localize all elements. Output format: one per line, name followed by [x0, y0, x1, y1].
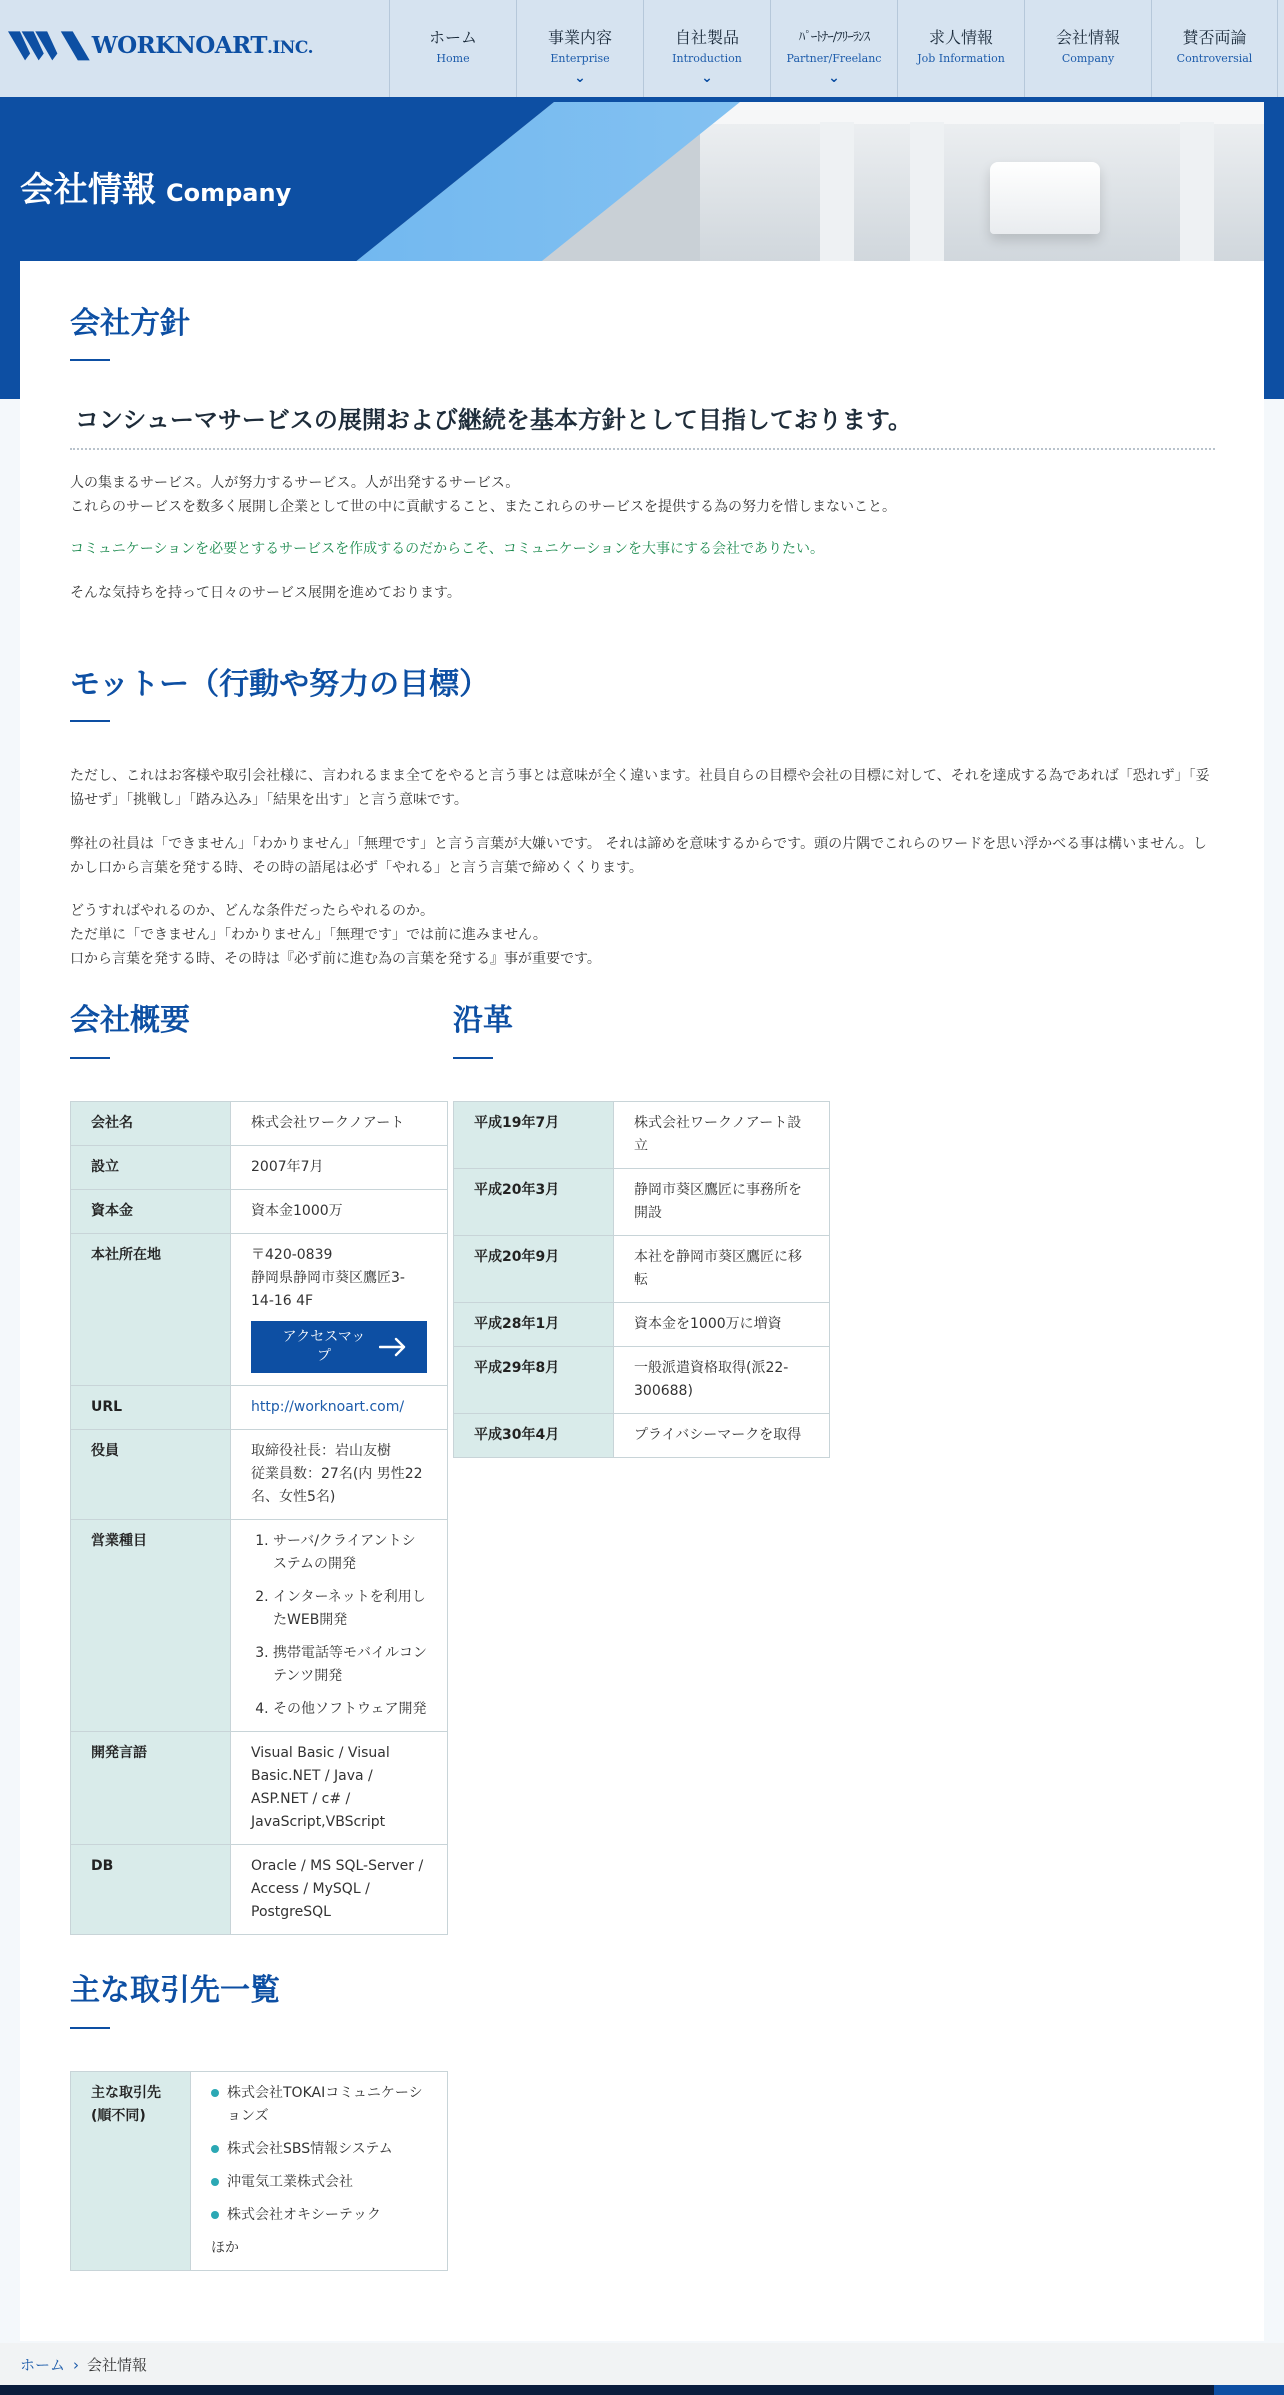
clients-etc: ほか: [211, 2240, 239, 2256]
table-row: [71, 1845, 448, 1935]
motto-heading: モットー（行動や努力の目標）: [70, 667, 490, 702]
heading-underline: [70, 720, 110, 722]
row-label: 役員: [71, 1430, 231, 1520]
nav-item-enterprise[interactable]: [516, 0, 643, 97]
history-date: 平成19年7月: [454, 1102, 614, 1169]
motto-paragraph: ただし、これはお客様や取引会社様に、言われるまま全てをやると言う事とは意味が全く違います。社員自らの目標や会社の目標に対して、それを達成する為であれば「恐れず」「妥協せず」「挑戦し」「踏み込み」「結果を出す」と言う意味です。: [70, 768, 1210, 808]
address-text: 静岡県静岡市葵区鷹匠3-14-16 4F: [251, 1270, 405, 1309]
nav-sublabel: Enterprise: [550, 52, 610, 65]
list-item: 1. サーバ/クライアントシステムの開発: [273, 1530, 427, 1576]
footer-bar: [0, 2385, 1284, 2395]
clients-list: [211, 2082, 427, 2227]
policy-highlight: コミュニケーションを必要とするサービスを作成するのだからこそ、コミュニケーションを大事にする会社でありたい。: [70, 541, 825, 557]
history-date: 平成30年4月: [454, 1414, 614, 1458]
nav-label: 自社製品: [674, 28, 739, 47]
breadcrumb-home-link[interactable]: ホーム: [20, 2356, 66, 2374]
history-table: [453, 1101, 830, 1458]
chevron-right-icon: ›: [73, 2356, 80, 2374]
address-cell: [231, 1234, 448, 1386]
db-value: Oracle / MS SQL-Server / Access / MySQL / PostgreSQL: [231, 1845, 448, 1935]
table-row: [71, 1102, 448, 1146]
capital-value: 資本金1000万: [231, 1190, 448, 1234]
breadcrumb-current: 会社情報: [87, 2356, 148, 2374]
history-event: 資本金を1000万に増資: [614, 1303, 830, 1347]
heading-underline: [70, 359, 110, 361]
nav-item-partner[interactable]: [770, 0, 897, 97]
table-row: [71, 1190, 448, 1234]
row-label: DB: [71, 1845, 231, 1935]
nav-item-introduction[interactable]: [643, 0, 770, 97]
logo-mark-icon: [8, 25, 90, 65]
overview-heading: 会社概要: [70, 1003, 190, 1038]
founded-date: 2007年7月: [231, 1146, 448, 1190]
lamp-shape: [990, 162, 1100, 234]
list-item: 沖電気工業株式会社: [211, 2171, 427, 2194]
table-row: [454, 1303, 830, 1347]
page-title: 会社情報 Company: [20, 170, 292, 210]
nav-label: 事業内容: [547, 28, 612, 47]
nav-sublabel: Introduction: [672, 52, 742, 65]
history-event: 本社を静岡市葵区鷹匠に移転: [614, 1236, 830, 1303]
clients-table: [70, 2071, 448, 2271]
row-label: 本社所在地: [71, 1234, 231, 1386]
list-item: 株式会社SBS情報システム: [211, 2138, 427, 2161]
nav-sublabel: Home: [436, 52, 470, 65]
motto-paragraph: 弊社の社員は「できません」「わかりません」「無理です」と言う言葉が大嫌いです。 それは諦めを意味するからです。頭の片隅でこれらのワードを思い浮かべる事は構いません。しかし口から言葉を発する時、その時の語尾は必ず「やれる」と言う言葉で締めくくります。: [70, 836, 1207, 876]
chevron-down-icon: ⌄: [574, 70, 586, 86]
list-item: 3. 携帯電話等モバイルコンテンツ開発: [273, 1642, 427, 1688]
history-heading: 沿革: [453, 1003, 513, 1038]
arrow-right-icon: [379, 1337, 407, 1357]
postal-code: 〒420-0839: [251, 1247, 333, 1263]
table-row: [454, 1102, 830, 1169]
nav-sublabel: Company: [1061, 52, 1115, 65]
table-row: [454, 1414, 830, 1458]
employee-count: 従業員数：27名(内 男性22名、女性5名): [251, 1466, 423, 1505]
nav-item-controversial[interactable]: [1151, 0, 1278, 97]
nav-label: 賛否両論: [1182, 28, 1247, 47]
history-event: 一般派遣資格取得(派22-300688): [614, 1347, 830, 1414]
row-label: 設立: [71, 1146, 231, 1190]
clients-heading: 主な取引先一覧: [70, 1973, 280, 2008]
list-item: 株式会社TOKAIコミュニケーションズ: [211, 2082, 427, 2128]
president-name: 取締役社長：岩山友樹: [251, 1443, 391, 1459]
table-row: [71, 1520, 448, 1732]
motto-paragraph: どうすればやれるのか、どんな条件だったらやれるのか。 ただ単に「できません」「わかりません」「無理です」では前に進みません。 口から言葉を発する時、その時は『必ず前に進む為の言葉を発する』事が重要です。: [70, 903, 601, 967]
history-date: 平成20年9月: [454, 1236, 614, 1303]
history-date: 平成29年8月: [454, 1347, 614, 1414]
list-item: 2. インターネットを利用したWEB開発: [273, 1586, 427, 1632]
nav-label: 求人情報: [928, 28, 993, 47]
policy-lead: コンシューマサービスの展開および継続を基本方針として目指しております。: [75, 406, 912, 434]
hero-edge-accent: [1264, 102, 1284, 399]
site-header: [0, 0, 1284, 97]
nav-item-jobs[interactable]: [897, 0, 1024, 97]
nav-label: ホーム: [428, 28, 477, 47]
chevron-down-icon: ⌄: [701, 70, 713, 86]
list-item: 株式会社オキシーテック: [211, 2204, 427, 2227]
table-row: [71, 1386, 448, 1430]
row-label: 営業種目: [71, 1520, 231, 1732]
nav-sublabel: Job Information: [917, 52, 1005, 65]
company-overview-table: [70, 1101, 448, 1935]
history-event: 株式会社ワークノアート設立: [614, 1102, 830, 1169]
heading-underline: [70, 1057, 110, 1059]
company-logo[interactable]: [8, 24, 313, 66]
table-row: [71, 1732, 448, 1845]
policy-heading: 会社方針: [70, 306, 190, 341]
page-top-button[interactable]: [1214, 2385, 1284, 2395]
history-event: プライバシーマークを取得: [614, 1414, 830, 1458]
access-map-button[interactable]: [251, 1321, 427, 1373]
logo-text: WORKNOART.INC.: [91, 31, 313, 59]
history-date: 平成20年3月: [454, 1169, 614, 1236]
policy-paragraph: 人の集まるサービス。人が努力するサービス。人が出発するサービス。 これらのサービスを数多く展開し企業として世の中に貢献すること、またこれらのサービスを提供する為の努力を惜しまないこと。: [70, 475, 896, 515]
company-name: 株式会社ワークノアート: [231, 1102, 448, 1146]
table-row: [71, 1430, 448, 1520]
languages-value: Visual Basic / Visual Basic.NET / Java / ASP.NET / c# / JavaScript,VBScript: [231, 1732, 448, 1845]
table-row: [71, 1146, 448, 1190]
business-list: [251, 1530, 427, 1721]
table-row: [454, 1169, 830, 1236]
list-item: 4. その他ソフトウェア開発: [273, 1698, 427, 1721]
row-label: 資本金: [71, 1190, 231, 1234]
heading-underline: [453, 1057, 493, 1059]
row-label: 主な取引先 (順不同): [71, 2072, 191, 2271]
nav-sublabel: Controversial: [1176, 52, 1253, 65]
table-row: [71, 1234, 448, 1386]
nav-label: ﾊﾟｰﾄﾅｰ/ﾌﾘｰﾗﾝｽ: [798, 30, 870, 45]
row-label: URL: [71, 1386, 231, 1430]
chevron-down-icon: ⌄: [828, 70, 840, 86]
heading-underline: [70, 2027, 110, 2029]
row-label: 会社名: [71, 1102, 231, 1146]
row-label: 開発言語: [71, 1732, 231, 1845]
nav-item-company[interactable]: [1024, 0, 1151, 97]
table-row: [454, 1347, 830, 1414]
website-link[interactable]: http://worknoart.com/: [251, 1399, 405, 1415]
policy-paragraph: そんな気持ちを持って日々のサービス展開を進めております。: [70, 585, 461, 601]
dotted-divider: [70, 448, 1215, 450]
table-row: [454, 1236, 830, 1303]
history-date: 平成28年1月: [454, 1303, 614, 1347]
nav-item-home[interactable]: [389, 0, 516, 97]
history-event: 静岡市葵区鷹匠に事務所を開設: [614, 1169, 830, 1236]
nav-label: 会社情報: [1055, 28, 1120, 47]
access-map-label: アクセスマップ: [282, 1329, 366, 1364]
global-nav: [389, 0, 1278, 97]
breadcrumb: [0, 2343, 1284, 2385]
nav-sublabel: Partner/Freelanc: [786, 52, 882, 65]
table-row: [71, 2072, 448, 2271]
